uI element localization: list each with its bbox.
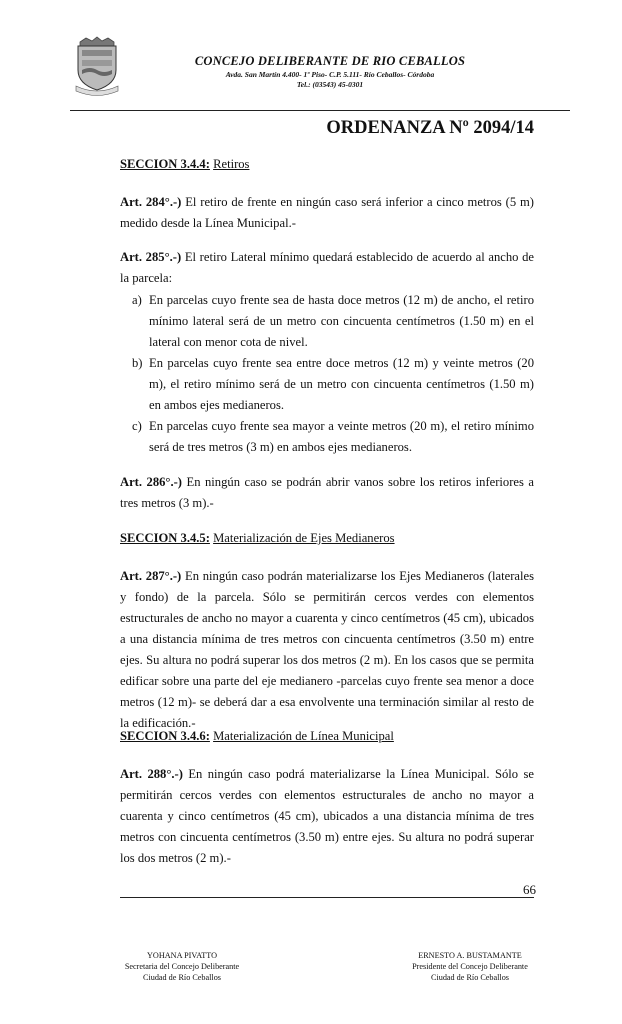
- header-divider: [70, 110, 570, 111]
- ordinance-title: ORDENANZA Nº 2094/14: [326, 118, 534, 138]
- section-heading-ejes-medianeros: [120, 528, 534, 549]
- section-label: SECCION 3.4.4:: [120, 157, 210, 171]
- article-label: Art. 287°.-): [120, 569, 182, 583]
- article-285-list: [132, 290, 534, 458]
- header-title: CONCEJO DELIBERANTE DE RIO CEBALLOS: [194, 54, 466, 68]
- list-marker: c): [132, 419, 142, 433]
- signer-role: Presidente del Concejo Deliberante: [412, 962, 528, 971]
- article-text: En ningún caso podrá materializarse la Línea Municipal. Sólo se permitirán cercos verdes con elementos estructurales de ancho no mayor a cuarenta y cinco centímetros (45 cm), ubicados a una distancia mínima de tres metros con cincuenta centímetros (3.50 m) entre ejes. Su altura no podrá superar los dos metros (2 m).-: [120, 767, 534, 865]
- article-label: Art. 285°.-): [120, 250, 182, 264]
- article-285: [120, 247, 534, 289]
- article-text: En ningún caso podrán materializarse los Ejes Medianeros (laterales y fondo) de la parcela. Sólo se permitirán cercos verdes con elementos estructurales de ancho no mayor a cuarenta y cinco centímetros (45 cm), ubicados a una distancia mínima de tres metros con cincuenta centímetros (3.50 m) entre ejes. Su altura no podrá superar los dos metros (2 m). En los casos que se permita edificar sobre una parte del eje medianero -parcelas cuyo frente sea menor a doce metros (12 m)- se deberá dar a esa envolvente una terminación similar al resto de la edificación.-: [120, 569, 534, 730]
- section-name: Retiros: [213, 157, 250, 171]
- article-284: [120, 192, 534, 234]
- article-label: Art. 288°.-): [120, 767, 183, 781]
- signer-place: Ciudad de Río Ceballos: [142, 973, 221, 982]
- section-label: SECCION 3.4.5:: [120, 531, 210, 545]
- article-286: [120, 472, 534, 514]
- signer-role: Secretaria del Concejo Deliberante: [124, 962, 240, 971]
- header-address: Avda. San Martín 4.400- 1º Piso- C.P. 5.111- Río Ceballos- Córdoba: [225, 70, 435, 79]
- section-heading-linea-municipal: [120, 726, 534, 747]
- list-text: En parcelas cuyo frente sea de hasta doce metros (12 m) de ancho, el retiro mínimo lateral será de un metro con cincuenta centímetros (1.50 m) en el lateral con menor cota de nivel.: [149, 293, 534, 349]
- article-287: [120, 566, 534, 734]
- section-label: SECCION 3.4.6:: [120, 729, 210, 743]
- municipal-crest-icon: [72, 36, 122, 96]
- list-marker: a): [132, 293, 142, 307]
- header-phone: Tel.: (03543) 45-0301: [296, 80, 364, 89]
- signature-block-president: [370, 950, 570, 983]
- signer-name: ERNESTO A. BUSTAMANTE: [418, 951, 522, 960]
- article-text: El retiro de frente en ningún caso será inferior a cinco metros (5 m) medido desde la Línea Municipal.-: [120, 195, 534, 230]
- list-marker: b): [132, 356, 143, 370]
- section-heading-retiros: [120, 154, 534, 175]
- article-text: El retiro Lateral mínimo quedará establecido de acuerdo al ancho de la parcela:: [120, 250, 535, 285]
- article-288: [120, 764, 534, 869]
- list-text: En parcelas cuyo frente sea entre doce metros (12 m) y veinte metros (20 m), el retiro mínimo será de un metro con cincuenta centímetros (1.50 m) en ambos ejes medianeros.: [149, 356, 534, 412]
- signer-place: Ciudad de Río Ceballos: [430, 973, 509, 982]
- list-item: [132, 290, 534, 353]
- article-label: Art. 286°.-): [120, 475, 182, 489]
- list-item: [132, 416, 534, 458]
- signature-block-secretary: [82, 950, 282, 983]
- signer-name: YOHANA PIVATTO: [147, 951, 217, 960]
- list-text: En parcelas cuyo frente sea mayor a veinte metros (20 m), el retiro mínimo será de tres metros (3 m) en ambos ejes medianeros.: [149, 419, 534, 454]
- section-name: Materialización de Ejes Medianeros: [213, 531, 395, 545]
- footer-divider: [120, 897, 534, 898]
- page-number: 66: [523, 882, 536, 897]
- list-item: [132, 353, 534, 416]
- article-label: Art. 284°.-): [120, 195, 182, 209]
- section-name: Materialización de Línea Municipal: [213, 729, 394, 743]
- article-text: En ningún caso se podrán abrir vanos sobre los retiros inferiores a tres metros (3 m).-: [120, 475, 535, 510]
